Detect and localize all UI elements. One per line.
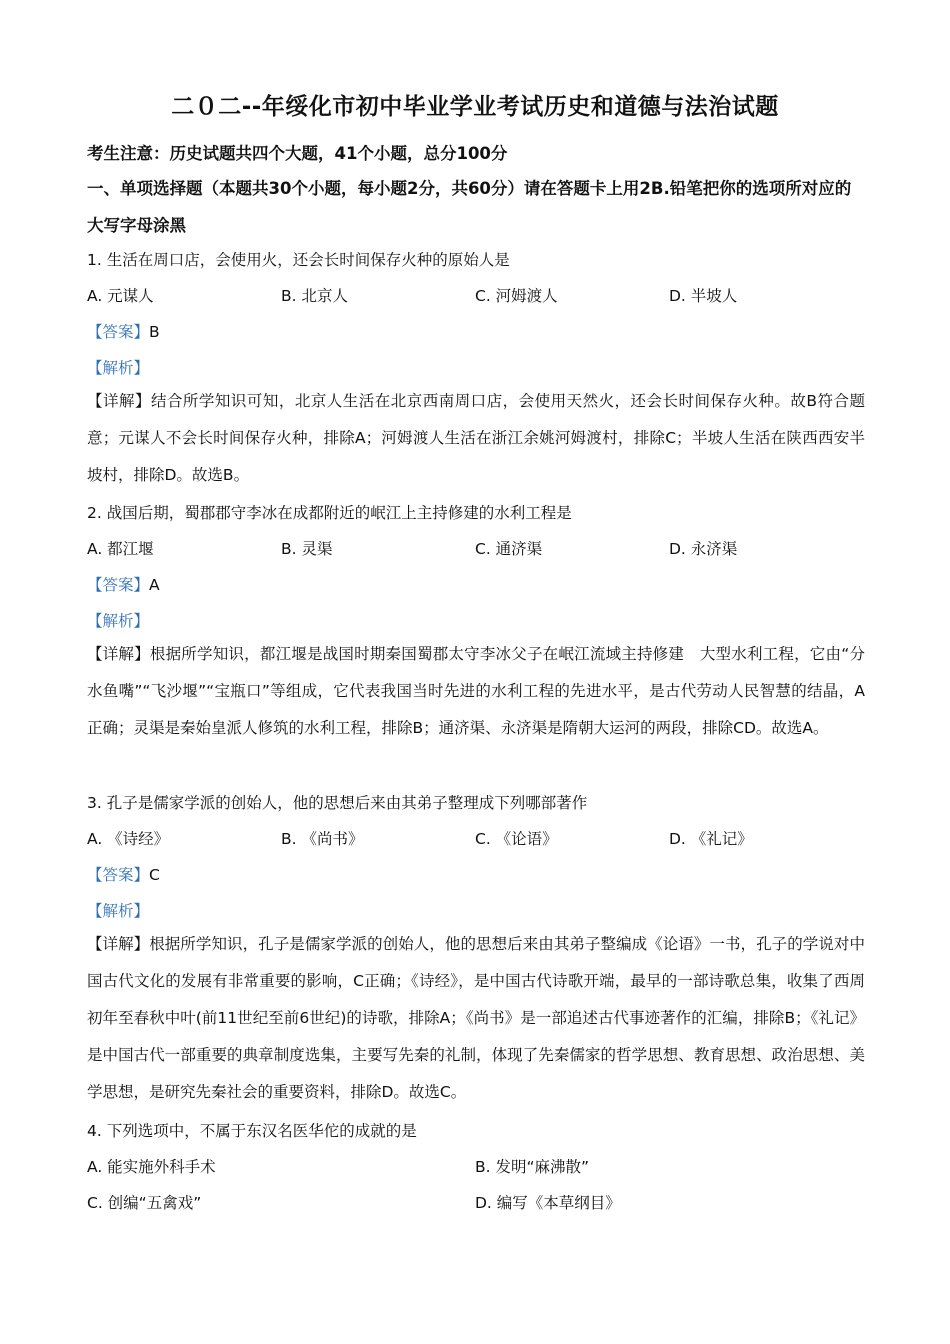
option-a: A. 元谋人: [87, 287, 154, 305]
answer-line: [87, 857, 867, 893]
detail-label: 【详解】: [87, 392, 151, 410]
answer-value: B: [149, 323, 160, 341]
answer-value: C: [149, 866, 160, 884]
detail-paragraph: [87, 636, 865, 747]
exam-notice: 考生注意：历史试题共四个大题，41个小题，总分100分: [87, 144, 508, 163]
option-c: C. 通济渠: [475, 540, 543, 558]
answer-label: 【答案】: [87, 323, 150, 341]
answer-line: [87, 567, 867, 603]
option-b: B. 灵渠: [281, 540, 333, 558]
detail-text: 根据所学知识，孔子是儒家学派的创始人，他的思想后来由其弟子整编成《论语》一书，孔子的学说对中国古代文化的发展有非常重要的影响，C正确；《诗经》，是中国古代诗歌开端，最早的一部诗歌总集，收集了西周初年至春秋中叶(前11世纪至前6世纪)的诗歌，排除A；《尚书》是一部追述古代事迹著作的汇编，排除B；《礼记》是中国古代一部重要的典章制度选集，主要写先秦的礼制，体现了先秦儒家的哲学思想、教育思想、政治思想、美学思想，是研究先秦社会的重要资料，排除D。故选C。: [87, 935, 865, 1101]
option-a: A. 都江堰: [87, 540, 154, 558]
detail-label: 【详解】: [87, 935, 150, 953]
question-stem: 1. 生活在周口店，会使用火，还会长时间保存火种的原始人是: [87, 251, 510, 269]
question-stem: 4. 下列选项中，不属于东汉名医华佗的成就的是: [87, 1122, 417, 1140]
section-heading: 一、单项选择题（本题共30个小题，每小题2分，共60分）请在答题卡上用2B.铅笔把你的选项所对应的大写字母涂黑: [87, 179, 852, 235]
option-d: D. 《礼记》: [669, 830, 753, 848]
option-d: D. 半坡人: [669, 287, 738, 305]
option-c: C. 河姆渡人: [475, 287, 558, 305]
answer-label: 【答案】: [87, 576, 150, 594]
analysis-label: [87, 350, 867, 386]
detail-text: 根据所学知识，都江堰是战国时期秦国蜀郡太守李冰父子在岷江流域主持修建 大型水利工程，它由“分水鱼嘴”“飞沙堰”“宝瓶口”等组成，它代表我国当时先进的水利工程的先进水平，是古代劳动人民智慧的结晶，A正确；灵渠是秦始皇派人修筑的水利工程，排除B；通济渠、永济渠是隋朝大运河的两段，排除CD。故选A。: [87, 645, 865, 737]
answer-line: [87, 314, 867, 350]
analysis-label: [87, 603, 867, 639]
option-b: B. 发明“麻沸散”: [475, 1158, 590, 1176]
answer-value: A: [149, 576, 160, 594]
question-stem: 2. 战国后期，蜀郡郡守李冰在成都附近的岷江上主持修建的水利工程是: [87, 504, 572, 522]
analysis-label-text: 【解析】: [87, 902, 150, 920]
option-a: A. 能实施外科手术: [87, 1158, 216, 1176]
analysis-label-text: 【解析】: [87, 359, 150, 377]
detail-paragraph: [87, 383, 865, 494]
page-title: 二０二--年绥化市初中毕业学业考试历史和道德与法治试题: [171, 94, 779, 120]
option-d: D. 永济渠: [669, 540, 738, 558]
detail-label: 【详解】: [87, 645, 150, 663]
option-a: A. 《诗经》: [87, 830, 170, 848]
option-b: B. 北京人: [281, 287, 348, 305]
analysis-label: [87, 893, 867, 929]
option-b: B. 《尚书》: [281, 830, 364, 848]
detail-text: 结合所学知识可知，北京人生活在北京西南周口店，会使用天然火，还会长时间保存火种。故B符合题意；元谋人不会长时间保存火种，排除A；河姆渡人生活在浙江余姚河姆渡村，排除C；半坡人生活在陕西西安半坡村，排除D。故选B。: [87, 392, 865, 484]
detail-paragraph: [87, 926, 865, 1111]
option-d: D. 编写《本草纲目》: [475, 1194, 621, 1212]
answer-label: 【答案】: [87, 866, 150, 884]
question-stem: 3. 孔子是儒家学派的创始人，他的思想后来由其弟子整理成下列哪部著作: [87, 794, 588, 812]
option-c: C. 创编“五禽戏”: [87, 1194, 202, 1212]
option-c: C. 《论语》: [475, 830, 558, 848]
analysis-label-text: 【解析】: [87, 612, 150, 630]
